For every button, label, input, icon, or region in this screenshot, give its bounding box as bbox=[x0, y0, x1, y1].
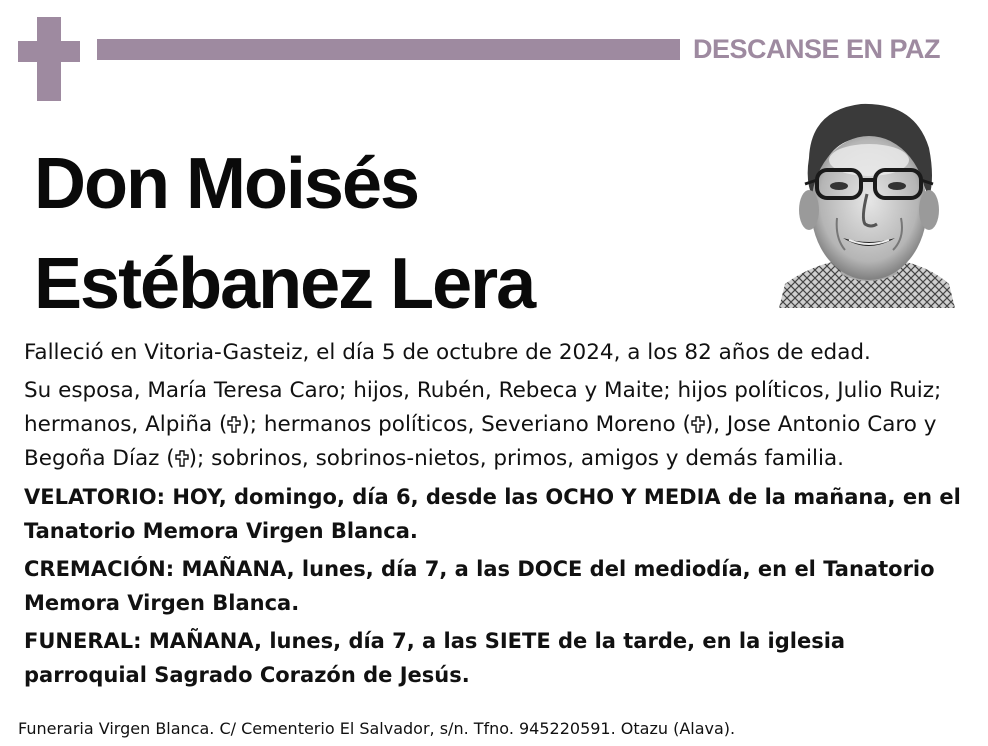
family-text-part2: ); hermanos políticos, Severiano Moreno ( bbox=[241, 412, 691, 437]
death-announcement: Falleció en Vitoria-Gasteiz, el día 5 de octubre de 2024, a los 82 años de edad. bbox=[24, 340, 871, 365]
small-cross-icon bbox=[691, 416, 705, 433]
portrait-photo bbox=[779, 98, 955, 308]
deceased-name bbox=[34, 134, 754, 334]
small-cross-icon bbox=[227, 416, 241, 433]
family-text-part3: ), Jose Antonio Caro y Begoña Díaz ( bbox=[24, 412, 937, 471]
family-text-part1: Su esposa, María Teresa Caro; hijos, Rubén, Rebeca y Maite; hijos políticos, Julio Ruiz; hermanos, Alpiña ( bbox=[24, 378, 942, 437]
funeral-home-footer: Funeraria Virgen Blanca. C/ Cementerio El Salvador, s/n. Tfno. 945220591. Otazu (Alava). bbox=[18, 719, 736, 738]
cremacion-paragraph: CREMACIÓN: MAÑANA, lunes, día 7, a las DOCE del mediodía, en el Tanatorio Memora Virgen Blanca. bbox=[24, 557, 935, 615]
deceased-name-line1: Don Moisés bbox=[34, 144, 419, 224]
funeral-paragraph: FUNERAL: MAÑANA, lunes, día 7, a las SIETE de la tarde, en la iglesia parroquial Sagrado Corazón de Jesús. bbox=[24, 629, 846, 687]
velatorio-paragraph: VELATORIO: HOY, domingo, día 6, desde las OCHO Y MEDIA de la mañana, en el Tanatorio Memora Virgen Blanca. bbox=[24, 485, 961, 543]
small-cross-icon bbox=[175, 450, 189, 467]
notice-body bbox=[24, 336, 964, 696]
family-paragraph bbox=[24, 374, 964, 476]
header-label: DESCANSE EN PAZ bbox=[693, 34, 941, 64]
cross-horizontal-bar bbox=[18, 41, 80, 62]
deceased-name-line2: Estébanez Lera bbox=[34, 244, 535, 324]
header-divider-bar bbox=[97, 39, 680, 60]
family-text-part4: ); sobrinos, sobrinos-nietos, primos, amigos y demás familia. bbox=[188, 446, 844, 471]
